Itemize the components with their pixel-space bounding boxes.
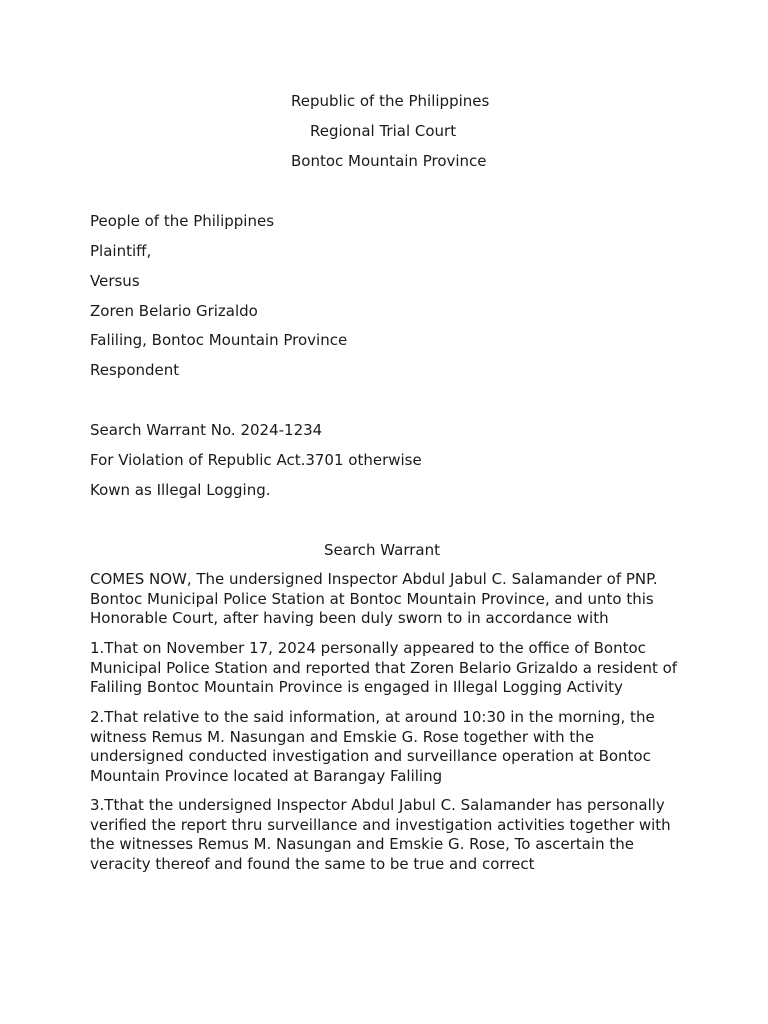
paragraph-3: 3.Tthat the undersigned Inspector Abdul Jabul C. Salamander has personally verified the report thru surveillance and investigation activities together with the witnesses Remus M. Nasungan and Emskie G. Rose, To ascertain the veracity thereof and found the same to be true and correct [90, 796, 671, 873]
plaintiff-label: Plaintiff, [90, 242, 152, 260]
respondent-name: Zoren Belario Grizaldo [90, 302, 258, 320]
versus-label: Versus [90, 272, 140, 290]
warrant-number: Search Warrant No. 2024-1234 [90, 421, 323, 439]
paragraph-2: 2.That relative to the said information, at around 10:30 in the morning, the witness Remus M. Nasungan and Emskie G. Rose together with the undersigned conducted investigation and surveillance operation at Bontoc Mountain Province located at Barangay Faliling [90, 708, 655, 785]
respondent-address: Faliling, Bontoc Mountain Province [90, 331, 348, 349]
header-court: Regional Trial Court [310, 122, 457, 140]
header-location: Bontoc Mountain Province [291, 152, 487, 170]
intro-paragraph: COMES NOW, The undersigned Inspector Abdul Jabul C. Salamander of PNP. Bontoc Municipal Police Station at Bontoc Mountain Province, and unto this Honorable Court, after having been duly sworn to in accordance with [90, 570, 658, 627]
violation-line-1: For Violation of Republic Act.3701 otherwise [90, 451, 422, 469]
plaintiff-name: People of the Philippines [90, 212, 275, 230]
header-country: Republic of the Philippines [291, 92, 490, 110]
respondent-label: Respondent [90, 361, 180, 379]
paragraph-1: 1.That on November 17, 2024 personally appeared to the office of Bontoc Municipal Police Station and reported that Zoren Belario Grizaldo a resident of Faliling Bontoc Mountain Province is engaged in Illegal Logging Activity [90, 639, 678, 696]
violation-line-2: Kown as Illegal Logging. [90, 481, 271, 499]
document-title: Search Warrant [324, 541, 441, 559]
